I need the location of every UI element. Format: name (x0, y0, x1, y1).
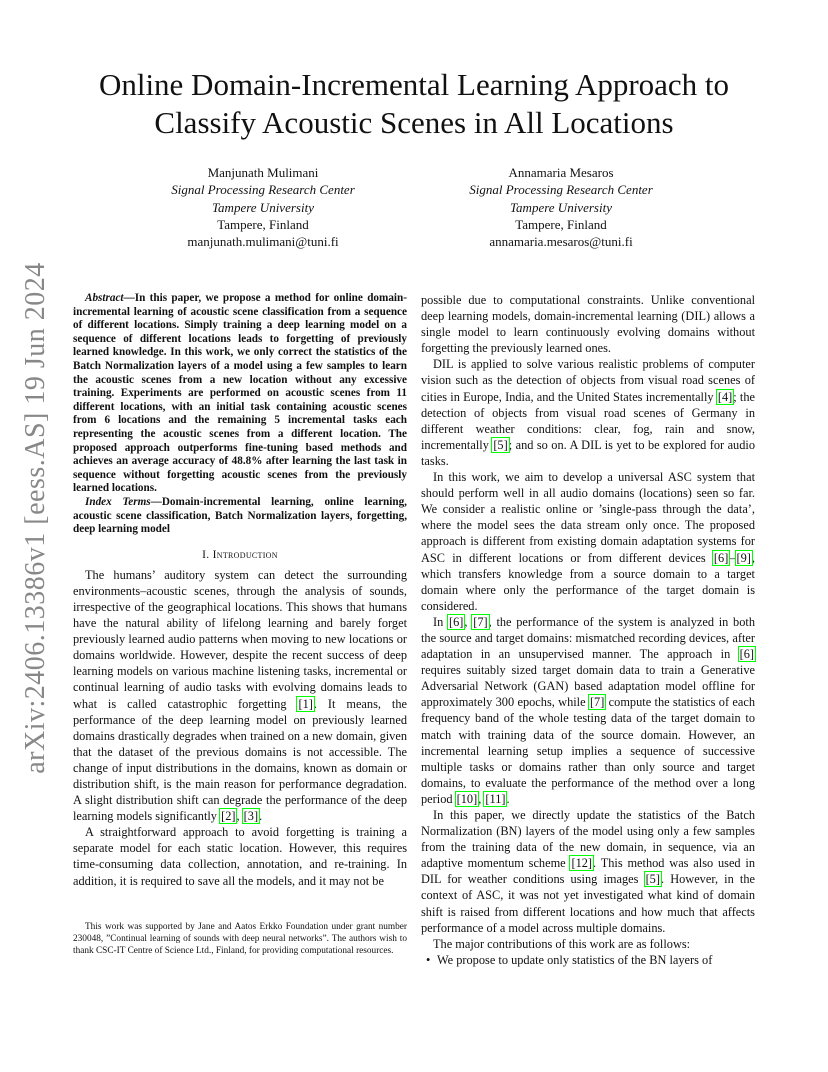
author-affiliation: Signal Processing Research Center (171, 182, 355, 198)
text-run: . (259, 809, 263, 824)
contributions-list (421, 952, 755, 968)
paragraph: The major contributions of this work are as follows: (433, 936, 691, 951)
text-run: In this paper, we directly update the statistics of the Batch Normalization (BN) layers of the model using only a few samples from the training data of the new domain, in sequence, via an adaptive momentum scheme (421, 808, 755, 871)
paragraph (421, 614, 755, 807)
left-column (73, 292, 407, 889)
text-run: In (433, 614, 449, 629)
citation-link[interactable]: [2] (221, 809, 236, 824)
text-run: compute the statistics of each frequency band of the whole testing data of the target domain to match with training data of the source domain. However, an incremental learning setup implies a sequence of successive multiple tasks or domains rather than only source and target domains, to evaluate the performance of the method over a long period (421, 695, 755, 806)
arxiv-watermark (18, 262, 54, 774)
citation-link[interactable]: [6] (713, 550, 729, 565)
paragraph: possible due to computational constraints. Unlike conventional deep learning models, domain-incremental learning (DIL) allows a single model to learn continuously evolving domains without forgetting the previously learned ones. (421, 293, 755, 356)
text-run: . (506, 791, 510, 806)
text-run: , (464, 614, 473, 629)
footnote-text: This work was supported by Jane and Aatos Erkko Foundation under grant number 230048, ”Continual learning of sounds with deep neural networks”. The authors wish to thank CSC-IT Centre of Science Ltd., Finland, for providing computational resources. (73, 922, 407, 956)
index-terms-lead: Index Terms (85, 495, 151, 508)
text-run: – (729, 550, 736, 565)
paragraph (421, 356, 755, 469)
paragraph: A straightforward approach to avoid forgetting is training a separate model for each static location. However, this requires time-consuming data collection, annotation, and re-training. In addition, it is required to save all the models, and it may not be (73, 825, 407, 888)
text-run: . It means, the performance of the deep learning model on previously learned domains drastically degrades when trained on a new domain, given that the dataset of the previous domains is not accessible. The change of input distributions in the domains, known as domain or distribution shift, is the main reason for performance degradation. A slight distribution shift can degrade the performance of the deep learning models significantly (73, 696, 407, 824)
arxiv-id: arXiv:2406.13386v1 [eess.AS] 19 Jun 2024 (20, 262, 51, 774)
author-location: Tampere, Finland (217, 216, 309, 232)
citation-link[interactable]: [5] (645, 872, 660, 887)
citation-link[interactable]: [12] (571, 856, 593, 871)
citation-link[interactable]: [5] (493, 437, 508, 452)
paper-title: Online Domain-Incremental Learning Approach to Classify Acoustic Scenes in All Locations (98, 67, 730, 140)
text-run: , which transfers knowledge from a source domain to a target domain where only the performance of the target domain is considered. (421, 550, 755, 613)
author-name: Manjunath Mulimani (207, 165, 319, 180)
section-heading-introduction: I. Introduction (202, 548, 278, 561)
author-block-1 (123, 164, 403, 250)
text-run: DIL is applied to solve various realistic problems of computer vision such as the detection of objects from visual road scenes of cities in Europe, India, and the United States incrementally (421, 357, 755, 404)
index-terms-text: —Domain-incremental learning, online learning, acoustic scene classification, Batch Normalization layers, forgetting, deep learning model (73, 495, 407, 536)
author-affiliation: Signal Processing Research Center (469, 182, 653, 198)
citation-link[interactable]: [9] (736, 550, 751, 565)
text-run: . This method was also used in DIL for weather conditions using images (421, 856, 755, 887)
author-university: Tampere University (510, 199, 612, 215)
footnote (73, 921, 407, 957)
list-item: • We propose to update only statistics of the BN layers of (437, 952, 755, 968)
abstract-text: —In this paper, we propose a method for online domain-incremental learning of acoustic scene classification from a sequence of different locations. Simply training a deep learning model on a sequence of different locations leads to forgetting of previously learned knowledge. In this work, we only correct the statistics of the Batch Normalization layers of a model using a few samples to learn the acoustic scenes from a new location without any excessive training. Experiments are performed on acoustic scenes from 11 different locations, with an initial task containing acoustic scenes from 6 locations and the remaining 5 incremental tasks each representing the acoustic scenes from a different location. The proposed approach outperforms fine-tuning based methods and achieves an average accuracy of 48.8% after learning the last task in sequence without forgetting acoustic scenes from the previously learned locations. (73, 292, 407, 495)
citation-link[interactable]: [11] (485, 791, 506, 806)
paragraph (73, 567, 407, 825)
paragraph (421, 807, 755, 936)
text-run: , (478, 791, 485, 806)
text-run: . However, in the context of ASC, it was not yet investigated what kind of domain shift is raised from different locations and how much that affects performance of a model across multiple domains. (421, 872, 755, 935)
text-run: , (236, 809, 243, 824)
citation-link[interactable]: [7] (589, 695, 605, 710)
author-location: Tampere, Finland (515, 216, 607, 232)
text-run: , the performance of the system is analyzed in both the source and target domains: mismatched recording devices, after adaptation in an unsupervised manner. The approach in (421, 614, 755, 662)
citation-link[interactable]: [3] (243, 809, 259, 824)
text-run: requires suitably sized target domain data to train a Generative Adversarial Network (GAN) based adaptation model offline for approximately 300 epochs, while (421, 663, 755, 710)
citation-link[interactable]: [1] (298, 696, 313, 711)
author-email: annamaria.mesaros@tuni.fi (489, 234, 633, 250)
paragraph (421, 469, 755, 614)
author-university: Tampere University (212, 199, 314, 215)
citation-link[interactable]: [7] (473, 614, 488, 629)
text-run: The humans’ auditory system can detect the surrounding environments–acoustic scenes, through the analysis of sounds, irrespective of the geographical locations. This shows that humans have the natural ability of lifelong learning and barely forget previously learned audio patterns when moving to new locations or domains worldwide. However, despite the recent success of deep learning models on various machine listening tasks, incremental or continual learning of audio tasks with evolving domains leads to what is called catastrophic forgetting (73, 567, 407, 711)
author-name: Annamaria Mesaros (508, 165, 614, 180)
abstract-lead: Abstract (85, 292, 124, 304)
citation-link[interactable]: [6] (739, 647, 754, 662)
citation-link[interactable]: [10] (456, 791, 478, 806)
text-run: In this work, we aim to develop a universal ASC system that should perform well in all audio domains (locations) seen so far. We consider a realistic online or ’single-pass through the data’, where the model sees the data stream only once. The proposed approach is different from existing domain adaptation systems for ASC in different locations or from different devices (421, 470, 755, 565)
citation-link[interactable]: [6] (449, 614, 464, 629)
abstract (73, 292, 407, 496)
text-run: ; and so on. A DIL is yet to be explored for audio tasks. (421, 437, 755, 468)
citation-link[interactable]: [4] (717, 389, 733, 404)
author-block-2 (421, 164, 701, 250)
text-run: ; the detection of objects from visual road scenes of Germany in different weather conditions: clear, fog, rain and snow, incrementally (421, 389, 755, 452)
right-column (421, 292, 755, 968)
index-terms (73, 496, 407, 537)
author-email: manjunath.mulimani@tuni.fi (187, 234, 339, 250)
